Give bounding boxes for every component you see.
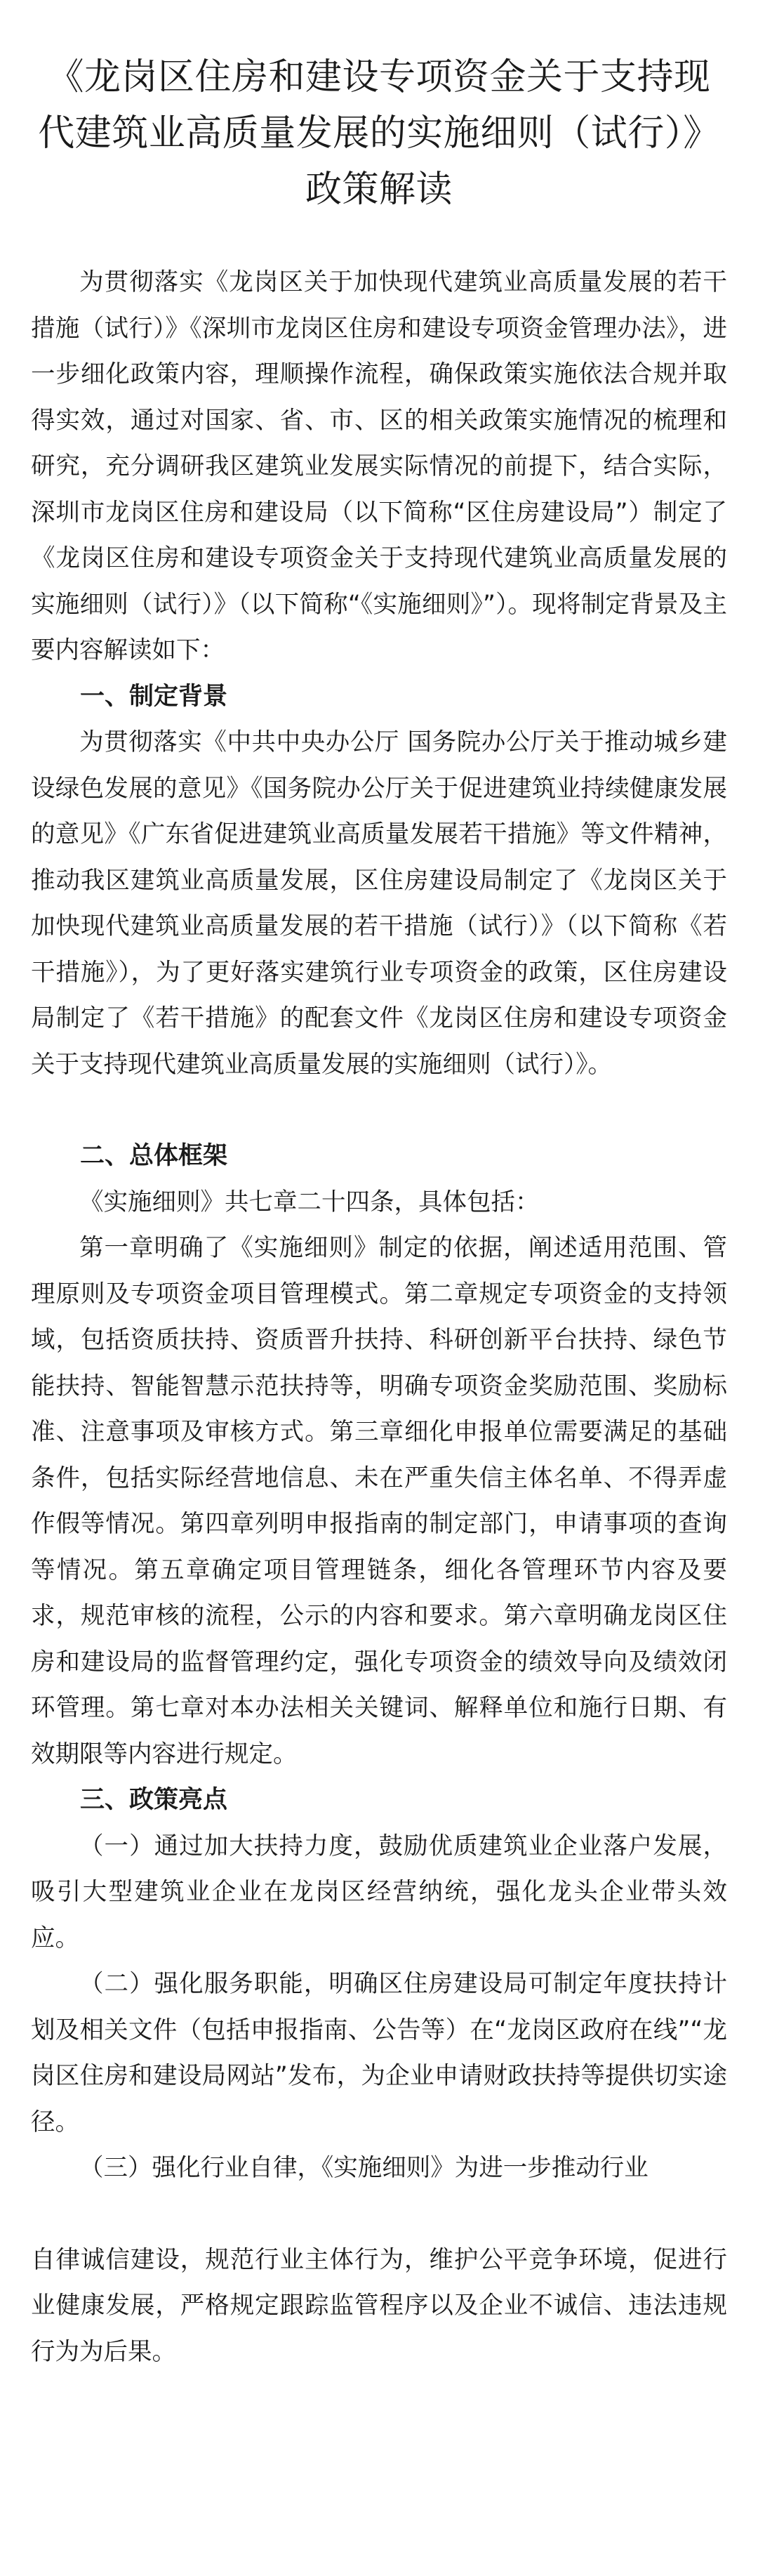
section-3-heading: 三、政策亮点 — [80, 1786, 228, 1814]
section-1-body: 为贯彻落实《中共中央办公厅 国务院办公厅关于推动城乡建设绿色发展的意见》《国务院办公厅关于促进建筑业持续健康发展的意见》《广东省促进建筑业高质量发展若干措施》等文件精神，推动我区建筑业高质量发展，区住房建设局制定了《龙岗区关于加快现代建筑业高质量发展的若干措施（试行）》（以下简称《若干措施》），为了更好落实建筑行业专项资金的政策，区住房建设局制定了《若干措施》的配套文件《龙岗区住房和建设专项资金关于支持现代建筑业高质量发展的实施细则（试行）》。 — [31, 728, 727, 1079]
section-spacer — [31, 1088, 727, 1133]
paragraph-spacer — [31, 2192, 727, 2237]
title-line-3: 政策解读 — [305, 169, 453, 211]
section-3-point-1: （一）通过加大扶持力度，鼓励优质建筑业企业落户发展，吸引大型建筑业企业在龙岗区经营纳统，强化龙头企业带头效应。 — [31, 1832, 727, 1952]
section-1-heading: 一、制定背景 — [80, 682, 228, 711]
document-title — [31, 49, 727, 218]
section-3-point-3-continued: 自律诚信建设，规范行业主体行为，维护公平竞争环境，促进行业健康发展，严格规定跟踪监管程序以及企业不诚信、违法违规行为为后果。 — [31, 2245, 727, 2366]
section-3-point-2: （二）强化服务职能，明确区住房建设局可制定年度扶持计划及相关文件（包括申报指南、公告等）在“龙岗区政府在线”“龙岗区住房和建设局网站”发布，为企业申请财政扶持等提供切实途径。 — [31, 1970, 727, 2136]
title-line-1: 《龙岗区住房和建设专项资金关于支持现 — [47, 56, 711, 98]
section-3-point-3-start: （三）强化行业自律，《实施细则》为进一步推动行业 — [79, 2154, 649, 2182]
section-2-summary: 《实施细则》共七章二十四条，具体包括： — [79, 1188, 540, 1216]
section-2-body: 第一章明确了《实施细则》制定的依据，阐述适用范围、管理原则及专项资金项目管理模式。第二章规定专项资金的支持领域，包括资质扶持、资质晋升扶持、科研创新平台扶持、绿色节能扶持、智能智慧示范扶持等，明确专项资金奖励范围、奖励标准、注意事项及审核方式。第三章细化申报单位需要满足的基础条件，包括实际经营地信息、未在严重失信主体名单、不得弄虚作假等情况。第四章列明申报指南的制定部门，申请事项的查询等情况。第五章确定项目管理链条，细化各管理环节内容及要求，规范审核的流程，公示的内容和要求。第六章明确龙岗区住房和建设局的监督管理约定，强化专项资金的绩效导向及绩效闭环管理。第七章对本办法相关关键词、解释单位和施行日期、有效期限等内容进行规定。 — [31, 1234, 727, 1768]
title-line-2: 代建筑业高质量发展的实施细则（试行）》 — [38, 112, 720, 155]
section-2-heading: 二、总体框架 — [80, 1142, 228, 1170]
intro-paragraph: 为贯彻落实《龙岗区关于加快现代建筑业高质量发展的若干措施（试行）》《深圳市龙岗区住房和建设专项资金管理办法》，进一步细化政策内容，理顺操作流程，确保政策实施依法合规并取得实效，通过对国家、省、市、区的相关政策实施情况的梳理和研究，充分调研我区建筑业发展实际情况的前提下，结合实际，深圳市龙岗区住房和建设局（以下简称“区住房建设局”）制定了《龙岗区住房和建设专项资金关于支持现代建筑业高质量发展的实施细则（试行）》（以下简称“《实施细则》”）。现将制定背景及主要内容解读如下： — [31, 268, 727, 664]
